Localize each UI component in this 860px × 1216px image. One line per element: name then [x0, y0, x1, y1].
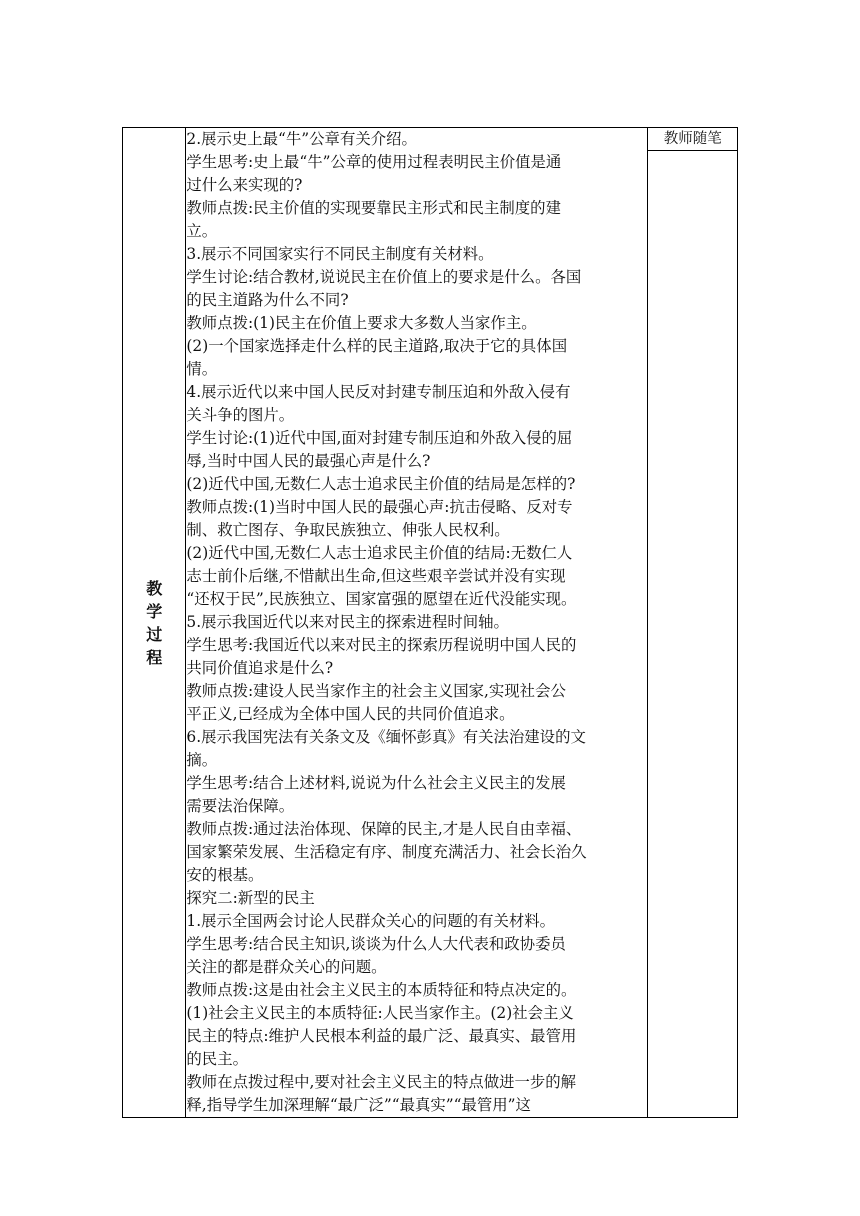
content-line: 教师点拨:建设人民当家作主的社会主义国家,实现社会公 — [186, 682, 566, 700]
lesson-row — [123, 128, 738, 1118]
content-line: 5.展示我国近代以来对民主的探索进程时间轴。 — [186, 613, 509, 631]
lesson-content — [186, 128, 647, 1117]
content-line: 学生思考:我国近代以来对民主的探索历程说明中国人民的 — [186, 636, 577, 654]
content-line: (2)近代中国,无数仁人志士追求民主价值的结局是怎样的? — [186, 475, 576, 493]
lesson-plan-table — [122, 127, 738, 1118]
content-line: 制、救亡图存、争取民族独立、伸张人民权利。 — [186, 521, 510, 539]
content-line: 2.展示史上最“牛”公章有关介绍。 — [186, 130, 417, 148]
lesson-content-cell — [186, 128, 648, 1118]
content-line: 教师点拨:(1)当时中国人民的最强心声:抗击侵略、反对专 — [186, 498, 573, 516]
content-line: 过什么来实现的? — [186, 176, 303, 194]
section-label-cell — [123, 128, 186, 1118]
content-line: 平正义,已经成为全体中国人民的共同价值追求。 — [186, 705, 515, 723]
content-line: (1)社会主义民主的本质特征:人民当家作主。(2)社会主义 — [186, 1004, 574, 1022]
content-line: 辱,当时中国人民的最强心声是什么? — [186, 452, 431, 470]
content-line: (2)一个国家选择走什么样的民主道路,取决于它的具体国 — [186, 337, 568, 355]
content-line: 志士前仆后继,不惜献出生命,但这些艰辛尝试并没有实现 — [186, 567, 566, 585]
content-line: 6.展示我国宪法有关条文及《缅怀彭真》有关法治建设的文 — [186, 728, 586, 746]
content-line: 关注的都是群众关心的问题。 — [186, 958, 387, 976]
content-line: 3.展示不同国家实行不同民主制度有关材料。 — [186, 245, 494, 263]
content-line: 的民主。 — [186, 1050, 248, 1068]
content-line: 4.展示近代以来中国人民反对封建专制压迫和外敌入侵有 — [186, 383, 571, 401]
content-line: 教师点拨:民主价值的实现要靠民主形式和民主制度的建 — [186, 199, 561, 217]
content-line: 摘。 — [186, 751, 218, 769]
content-line: 情。 — [186, 360, 218, 378]
content-line: 国家繁荣发展、生活稳定有序、制度充满活力、社会长治久 — [186, 843, 587, 861]
section-label: 教学过程 — [146, 578, 163, 667]
content-line: 学生讨论:(1)近代中国,面对封建专制压迫和外敌入侵的屈 — [186, 429, 573, 447]
content-line: 民主的特点:维护人民根本利益的最广泛、最真实、最管用 — [186, 1027, 577, 1045]
content-line: 教师在点拨过程中,要对社会主义民主的特点做进一步的解 — [186, 1073, 577, 1091]
content-line: 共同价值追求是什么? — [186, 659, 334, 677]
content-line: 学生思考:结合上述材料,说说为什么社会主义民主的发展 — [186, 774, 566, 792]
content-line: 探究二:新型的民主 — [186, 889, 315, 907]
content-line: 学生讨论:结合教材,说说民主在价值上的要求是什么。各国 — [186, 268, 582, 286]
teacher-notes-header: 教师随笔 — [648, 128, 737, 151]
teacher-notes-cell[interactable] — [648, 128, 738, 1118]
content-line: “还权于民”,民族独立、国家富强的愿望在近代没能实现。 — [186, 590, 577, 608]
content-line: 学生思考:史上最“牛”公章的使用过程表明民主价值是通 — [186, 153, 562, 171]
content-line: 教师点拨:这是由社会主义民主的本质特征和特点决定的。 — [186, 981, 577, 999]
content-line: 关斗争的图片。 — [186, 406, 295, 424]
content-line: 学生思考:结合民主知识,谈谈为什么人大代表和政协委员 — [186, 935, 566, 953]
content-line: 安的根基。 — [186, 866, 264, 884]
content-line: 立。 — [186, 222, 218, 240]
content-line: (2)近代中国,无数仁人志士追求民主价值的结局:无数仁人 — [186, 544, 573, 562]
content-line: 教师点拨:(1)民主在价值上要求大多数人当家作主。 — [186, 314, 537, 332]
content-line: 教师点拨:通过法治体现、保障的民主,才是人民自由幸福、 — [186, 820, 582, 838]
content-line: 的民主道路为什么不同? — [186, 291, 349, 309]
content-line: 释,指导学生加深理解“最广泛”“最真实”“最管用”这 — [186, 1096, 531, 1114]
content-line: 1.展示全国两会讨论人民群众关心的问题的有关材料。 — [186, 912, 556, 930]
content-line: 需要法治保障。 — [186, 797, 295, 815]
